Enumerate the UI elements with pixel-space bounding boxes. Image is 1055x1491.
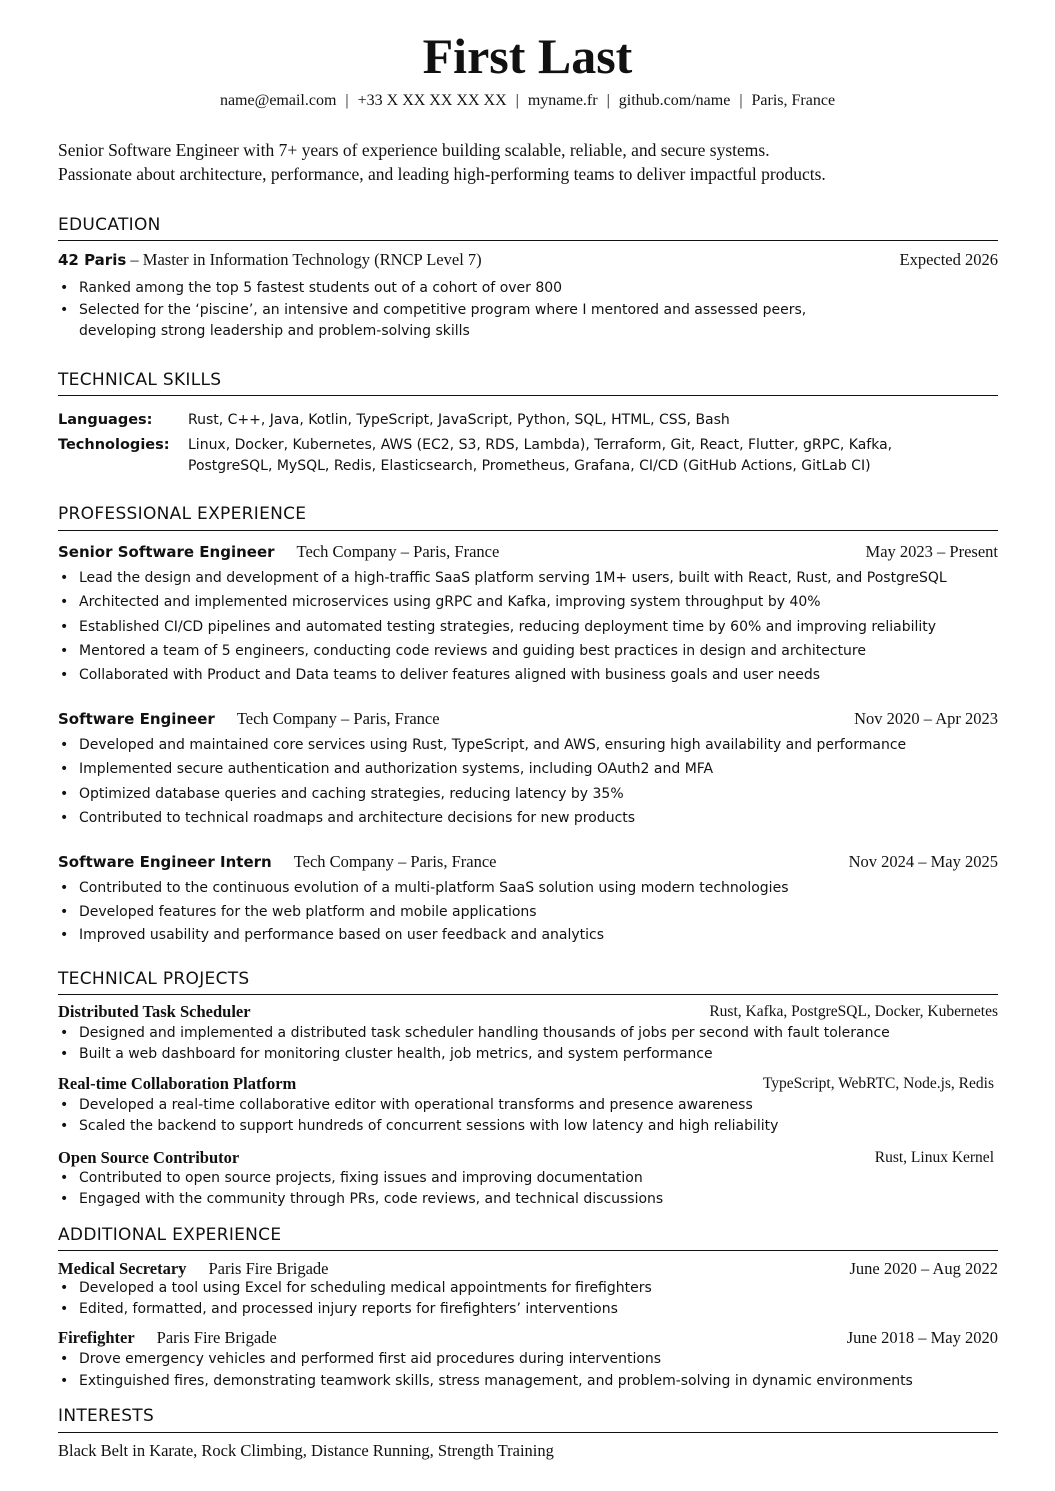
contact-website: myname.fr	[527, 92, 598, 109]
school-name: 42 Paris	[58, 251, 127, 269]
section-title-education: EDUCATION	[58, 215, 161, 235]
section-divider	[58, 994, 998, 995]
contact-location: Paris, France	[751, 92, 836, 109]
project-stack: Rust, Linux Kernel	[874, 1149, 994, 1166]
education-entry	[58, 249, 998, 271]
additional-role: Firefighter	[58, 1328, 135, 1347]
list-item: • Architected and implemented microservices using gRPC and Kafka, improving system throughput by 40%	[58, 590, 998, 614]
list-item: • Edited, formatted, and processed injury reports for firefighters’ interventions	[58, 1299, 998, 1320]
list-item: • Improved usability and performance based on user feedback and analytics	[58, 924, 998, 948]
job-entry	[58, 708, 998, 730]
job-role: Senior Software Engineer	[58, 543, 275, 561]
list-item: • Developed and maintained core services using Rust, TypeScript, and AWS, ensuring high availability and performance	[58, 733, 998, 757]
list-item: • Designed and implemented a distributed task scheduler handling thousands of jobs per second with fault tolerance	[58, 1023, 998, 1044]
project-name: Distributed Task Scheduler	[58, 1002, 251, 1021]
list-item: • Developed a real-time collaborative editor with operational transforms and presence awareness	[58, 1095, 998, 1116]
skill-values: PostgreSQL, MySQL, Redis, Elasticsearch, Prometheus, Grafana, CI/CD (GitHub Actions, GitLab CI)	[188, 458, 871, 474]
list-item: • Built a web dashboard for monitoring cluster health, job metrics, and system performance	[58, 1044, 998, 1065]
section-divider	[58, 530, 998, 531]
contact-separator: |	[739, 92, 743, 109]
section-title-additional: ADDITIONAL EXPERIENCE	[58, 1225, 282, 1245]
additional-date: June 2020 – Aug 2022	[849, 1259, 998, 1278]
job-date: Nov 2024 – May 2025	[848, 852, 998, 871]
summary-line: Senior Software Engineer with 7+ years of experience building scalable, reliable, and secure systems.	[58, 140, 770, 160]
job-role: Software Engineer Intern	[58, 853, 272, 871]
additional-entry	[58, 1258, 998, 1280]
contact-separator: |	[515, 92, 519, 109]
list-item: • Extinguished fires, demonstrating teamwork skills, stress management, and problem-solving in dynamic environments	[58, 1370, 998, 1392]
section-title-projects: TECHNICAL PROJECTS	[58, 969, 250, 989]
additional-date: June 2018 – May 2020	[846, 1328, 998, 1347]
contact-separator: |	[606, 92, 610, 109]
project-name: Real-time Collaboration Platform	[58, 1074, 297, 1093]
skill-label: Technologies:	[58, 437, 170, 453]
summary	[58, 138, 1008, 186]
project-bullets	[58, 1168, 998, 1209]
additional-entry	[58, 1327, 998, 1349]
skill-row-technologies	[58, 435, 998, 477]
interests-text: Black Belt in Karate, Rock Climbing, Distance Running, Strength Training	[58, 1441, 554, 1460]
list-item-line: developing strong leadership and problem-solving skills	[79, 323, 470, 340]
section-divider	[58, 395, 998, 396]
project-entry	[58, 1001, 998, 1023]
project-bullets	[58, 1023, 998, 1064]
candidate-name: First Last	[422, 28, 633, 84]
additional-role: Medical Secretary	[58, 1259, 187, 1278]
contact-phone: +33 X XX XX XX XX	[357, 92, 507, 109]
project-stack: TypeScript, WebRTC, Node.js, Redis	[762, 1075, 994, 1092]
education-bullets	[58, 276, 998, 342]
additional-org: Paris Fire Brigade	[208, 1259, 329, 1278]
job-role: Software Engineer	[58, 710, 215, 728]
list-item: • Drove emergency vehicles and performed first aid procedures during interventions	[58, 1348, 998, 1370]
list-item: • Implemented secure authentication and authorization systems, including OAuth2 and MFA	[58, 757, 998, 781]
job-company: Tech Company – Paris, France	[296, 542, 500, 561]
summary-line: Passionate about architecture, performance, and leading high-performing teams to deliver impactful products.	[58, 164, 826, 184]
job-company: Tech Company – Paris, France	[293, 852, 497, 871]
list-item: • Developed features for the web platform and mobile applications	[58, 901, 998, 925]
list-item: • Developed a tool using Excel for scheduling medical appointments for firefighters	[58, 1278, 998, 1299]
list-item: • Contributed to technical roadmaps and architecture decisions for new products	[58, 806, 998, 830]
section-divider	[58, 1250, 998, 1251]
list-item: • Optimized database queries and caching strategies, reducing latency by 35%	[58, 782, 998, 806]
section-title-skills: TECHNICAL SKILLS	[58, 370, 222, 390]
project-stack: Rust, Kafka, PostgreSQL, Docker, Kubernetes	[709, 1003, 998, 1020]
job-bullets	[58, 566, 998, 687]
skill-values: Rust, C++, Java, Kotlin, TypeScript, JavaScript, Python, SQL, HTML, CSS, Bash	[188, 412, 730, 428]
job-company: Tech Company – Paris, France	[236, 709, 440, 728]
project-entry	[58, 1073, 998, 1095]
list-item: • Scaled the backend to support hundreds of concurrent sessions with low latency and high reliability	[58, 1116, 998, 1137]
section-divider	[58, 1432, 998, 1433]
skill-row-languages	[58, 410, 998, 431]
contact-line	[0, 90, 1055, 112]
list-item: • Contributed to the continuous evolution of a multi-platform SaaS solution using modern technologies	[58, 877, 998, 901]
list-item: • Engaged with the community through PRs, code reviews, and technical discussions	[58, 1189, 998, 1210]
list-item: • Lead the design and development of a high-traffic SaaS platform serving 1M+ users, built with React, Rust, and PostgreSQL	[58, 566, 998, 590]
list-item: • Established CI/CD pipelines and automated testing strategies, reducing deployment time by 60% and improving reliability	[58, 615, 998, 639]
project-entry	[58, 1147, 998, 1169]
section-title-experience: PROFESSIONAL EXPERIENCE	[58, 504, 307, 524]
education-date: Expected 2026	[899, 250, 998, 269]
skills-list	[58, 410, 998, 477]
list-item	[58, 300, 998, 342]
list-item: • Mentored a team of 5 engineers, conducting code reviews and guiding best practices in design and architecture	[58, 639, 998, 663]
section-divider	[58, 240, 998, 241]
additional-org: Paris Fire Brigade	[156, 1328, 277, 1347]
list-item: • Collaborated with Product and Data teams to deliver features aligned with business goals and user needs	[58, 663, 998, 687]
list-item: • Contributed to open source projects, fixing issues and improving documentation	[58, 1168, 998, 1189]
job-date: May 2023 – Present	[865, 542, 998, 561]
contact-separator: |	[345, 92, 349, 109]
contact-email: name@email.com	[219, 92, 337, 109]
skill-label: Languages:	[58, 412, 153, 428]
job-entry	[58, 541, 998, 563]
job-bullets	[58, 877, 998, 948]
project-name: Open Source Contributor	[58, 1148, 240, 1167]
list-item: • Ranked among the top 5 fastest students out of a cohort of over 800	[58, 276, 998, 300]
skill-values: Linux, Docker, Kubernetes, AWS (EC2, S3, RDS, Lambda), Terraform, Git, React, Flutter, gRPC, Kafka,	[188, 437, 893, 453]
project-bullets	[58, 1095, 998, 1136]
degree: – Master in Information Technology (RNCP Level 7)	[126, 250, 482, 269]
section-title-interests: INTERESTS	[58, 1406, 155, 1426]
contact-github: github.com/name	[618, 92, 731, 109]
job-entry	[58, 851, 998, 873]
additional-bullets	[58, 1348, 998, 1392]
job-bullets	[58, 733, 998, 830]
additional-bullets	[58, 1278, 998, 1319]
list-item-line: Selected for the ‘piscine’, an intensive and competitive program where I mentored and assessed peers,	[79, 302, 807, 319]
job-date: Nov 2020 – Apr 2023	[854, 709, 998, 728]
